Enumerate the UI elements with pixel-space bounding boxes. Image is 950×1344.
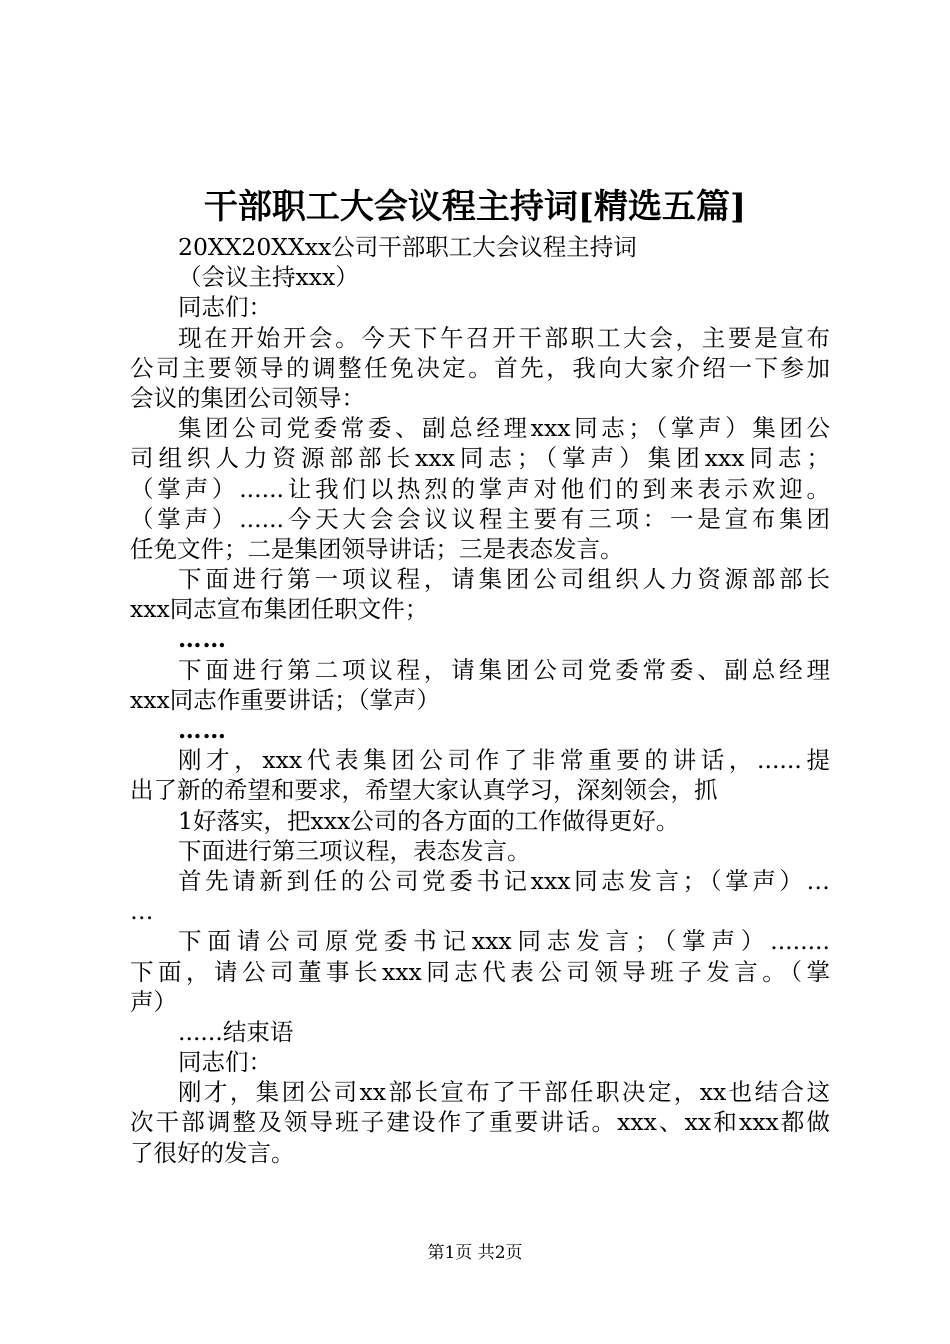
paragraph-line: 任免文件；二是集团领导讲话；三是表态发言。 <box>130 534 624 563</box>
subtitle-line: 20XX20XXxx公司干部职工大会议程主持词 <box>178 233 637 261</box>
paragraph-line: 首先请新到任的公司党委书记xxx同志发言；（掌声）… <box>178 866 830 895</box>
paragraph-line: 司组织人力资源部部长xxx同志；（掌声）集团xxx同志； <box>130 444 830 473</box>
paragraph-line: xxx同志宣布集团任职文件； <box>130 595 429 624</box>
paragraph-line: 出了新的希望和要求，希望大家认真学习，深刻领会，抓 <box>130 776 718 805</box>
paragraph-line: 下面请公司原党委书记xxx同志发言；（掌声）........ <box>178 927 830 956</box>
paragraph-line: 会议的集团公司领导： <box>130 383 365 412</box>
paragraph-line: 1好落实，把xxx公司的各方面的工作做得更好。 <box>178 806 680 835</box>
paragraph-line: 公司主要领导的调整任免决定。首先，我向大家介绍一下参加 <box>130 353 830 382</box>
greeting: 同志们： <box>178 1048 272 1077</box>
paragraph-line: （掌声）......今天大会会议议程主要有三项：一是宣布集团 <box>130 504 830 533</box>
ellipsis-line: …… <box>178 716 227 744</box>
paragraph-line: 下面，请公司董事长xxx同志代表公司领导班子发言。（掌 <box>130 957 830 986</box>
paragraph-line: 声） <box>130 987 177 1016</box>
ellipsis-line: …… <box>178 625 227 654</box>
paragraph-line: xxx同志作重要讲话；（掌声） <box>130 685 441 714</box>
paragraph-line: 刚才，集团公司xx部长宣布了干部任职决定，xx也结合这 <box>178 1078 830 1107</box>
document-body <box>130 232 830 1168</box>
page-number-footer: 第1页 共2页 <box>427 1243 523 1263</box>
paragraph-line: … <box>130 897 154 926</box>
closing-heading: ......结束语 <box>178 1017 294 1046</box>
paragraph-line: 了很好的发言。 <box>130 1138 295 1167</box>
paragraph-line: （掌声）......让我们以热烈的掌声对他们的到来表示欢迎。 <box>130 474 830 503</box>
paragraph-line: 刚才，xxx代表集团公司作了非常重要的讲话，......提 <box>178 746 830 775</box>
paragraph-line: 次干部调整及领导班子建设作了重要讲话。xxx、xx和xxx都做 <box>130 1108 830 1137</box>
paragraph-line: 下面进行第一项议程，请集团公司组织人力资源部部长 <box>178 565 830 594</box>
paragraph-line: 集团公司党委常委、副总经理xxx同志；（掌声）集团公 <box>178 414 830 443</box>
paragraph-line: 下面进行第二项议程，请集团公司党委常委、副总经理 <box>178 655 830 684</box>
paragraph-line: 下面进行第三项议程，表态发言。 <box>178 836 531 865</box>
paragraph-line: 现在开始开会。今天下午召开干部职工大会，主要是宣布 <box>178 323 830 352</box>
host-note: （会议主持xxx） <box>178 263 359 292</box>
greeting: 同志们： <box>178 293 272 322</box>
document-title: 干部职工大会议程主持词[精选五篇] <box>203 187 747 227</box>
